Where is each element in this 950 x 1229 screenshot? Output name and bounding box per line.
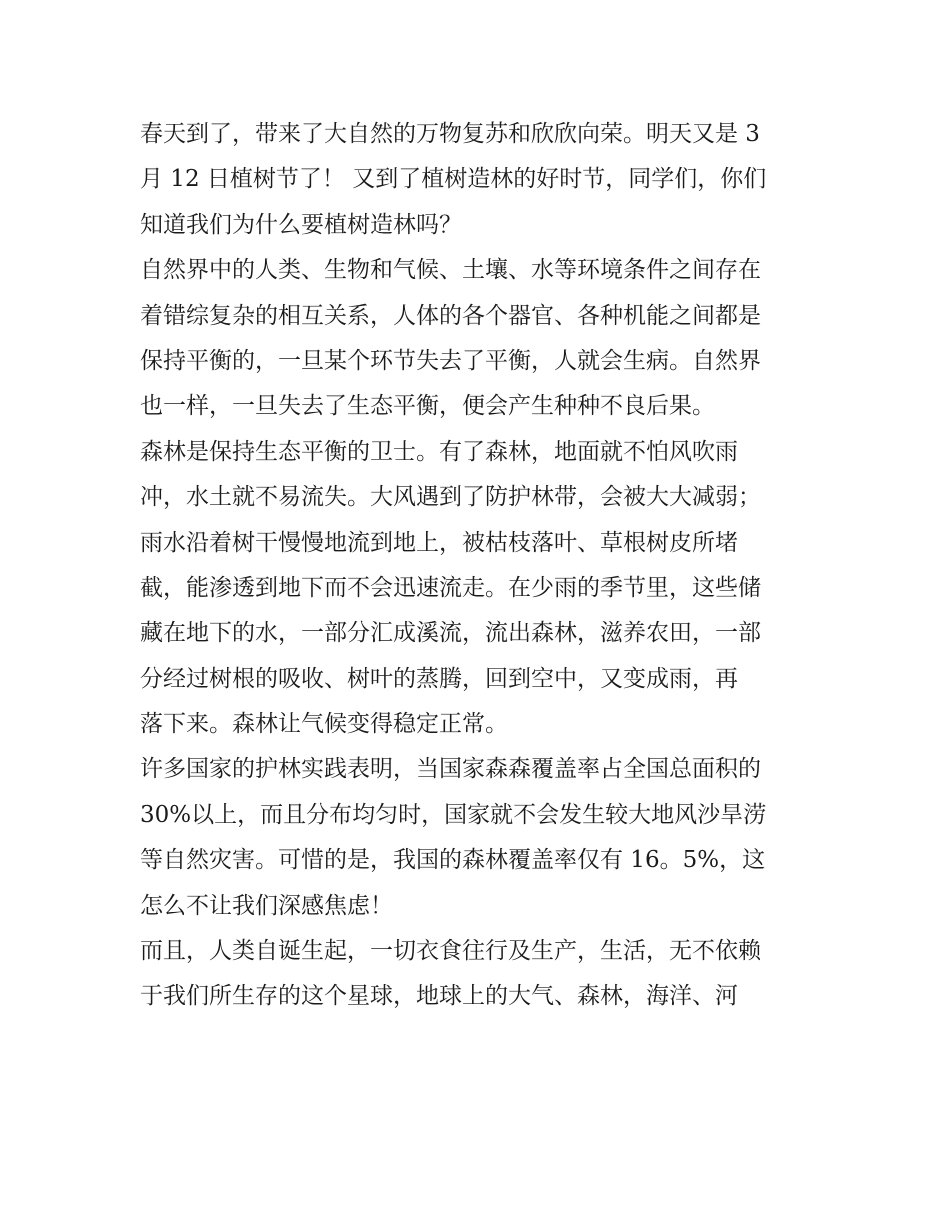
text-line: 也一样，一旦失去了生态平衡，便会产生种种不良后果。 — [140, 393, 715, 420]
text-line: 截，能渗透到地下而不会迅速流走。在少雨的季节里，这些储 — [140, 574, 761, 601]
text-line: 30%以上，而且分布均匀时，国家就不会发生较大地风沙旱涝 — [140, 801, 767, 828]
text-line: 分经过树根的吸收、树叶的蒸腾，回到空中，又变成雨，再 — [140, 665, 738, 692]
text-line: 许多国家的护林实践表明，当国家森森覆盖率占全国总面积的 — [140, 756, 761, 783]
text-line: 春天到了，带来了大自然的万物复苏和欣欣向荣。明天又是 3 — [140, 121, 760, 147]
text-line: 怎么不让我们深感焦虑！ — [140, 892, 393, 919]
text-line: 而且，人类自诞生起，一切衣食往行及生产，生活，无不依赖 — [140, 938, 761, 965]
text-line: 于我们所生存的这个星球，地球上的大气、森林，海洋、河 — [140, 983, 738, 1010]
text-line: 自然界中的人类、生物和气候、土壤、水等环境条件之间存在 — [140, 257, 761, 284]
text-line: 落下来。森林让气候变得稳定正常。 — [140, 711, 508, 738]
text-line: 月 12 日植树节了！ 又到了植树造林的好时节，同学们，你们 — [140, 166, 767, 193]
document-body — [140, 112, 820, 1020]
text-line: 雨水沿着树干慢慢地流到地上，被枯枝落叶、草根树皮所堵 — [140, 529, 738, 556]
text-line: 冲，水土就不易流失。大风遇到了防护林带，会被大大减弱； — [140, 484, 761, 511]
text-line: 藏在地下的水，一部分汇成溪流，流出森林，滋养农田，一部 — [140, 620, 761, 647]
text-line: 知道我们为什么要植树造林吗？ — [140, 211, 462, 238]
text-line: 等自然灾害。可惜的是，我国的森林覆盖率仅有 16。5%，这 — [140, 847, 766, 874]
text-line: 森林是保持生态平衡的卫士。有了森林，地面就不怕风吹雨 — [140, 438, 738, 465]
text-line: 保持平衡的，一旦某个环节失去了平衡，人就会生病。自然界 — [140, 347, 761, 374]
text-line: 着错综复杂的相互关系，人体的各个器官、各种机能之间都是 — [140, 302, 761, 329]
